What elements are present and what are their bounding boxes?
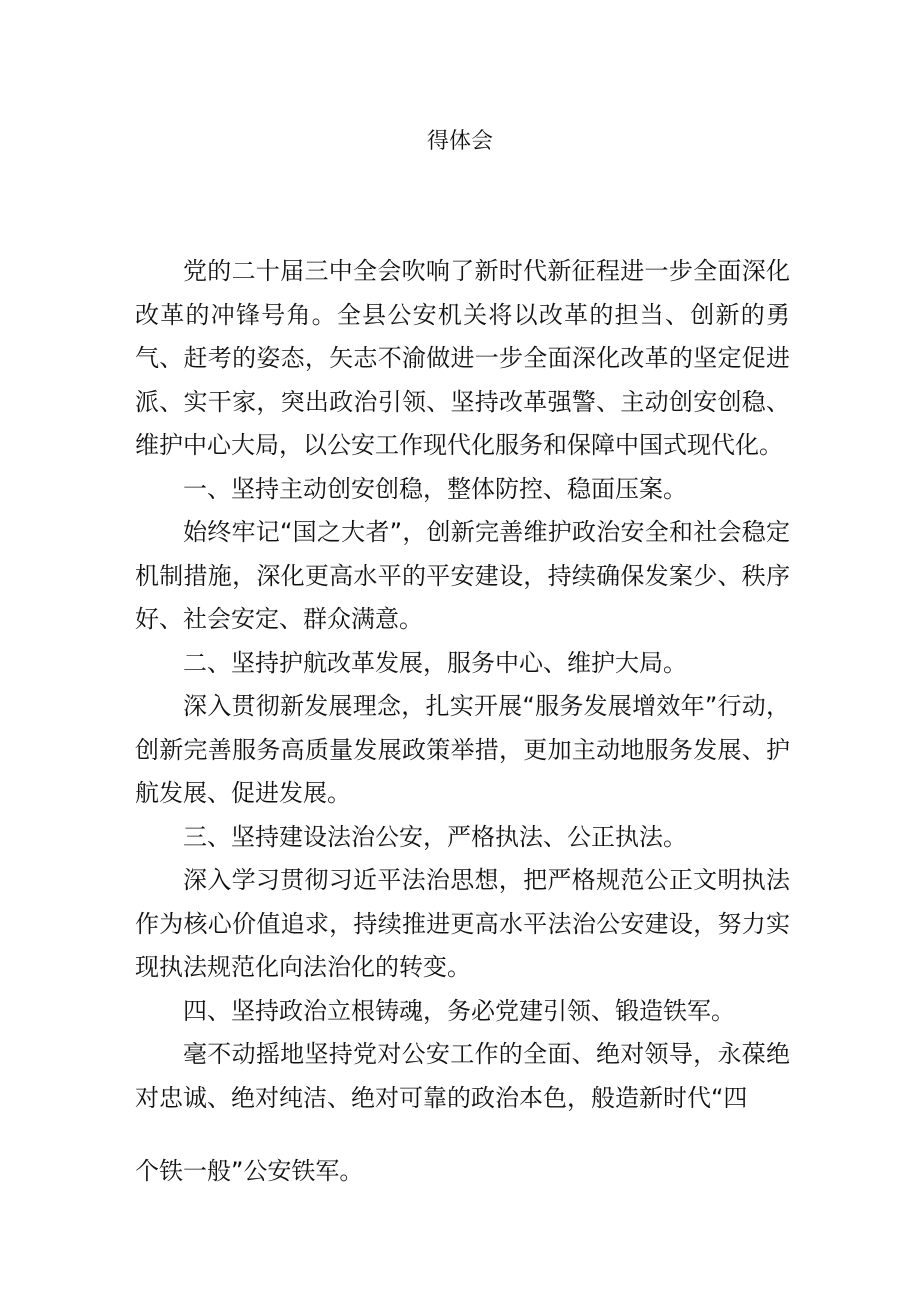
section-heading-3: 三、坚持建设法治公安，严格执法、公正执法。 [183,822,687,851]
section-heading-4: 四、坚持政治立根铸魂，务必党建引领、锻造铁军。 [183,996,735,1025]
section-heading-2: 二、坚持护航改革发展，服务中心、维护大局。 [183,648,687,677]
section-heading-1: 一、坚持主动创安创稳，整体防控、稳面压案。 [183,474,687,503]
document-title: 得体会 [426,129,493,154]
paragraph-intro: 党的二十届三中全会吹响了新时代新征程进一步全面深化改革的冲锋号角。全县公安机关将以改革的担当、创新的勇气、赶考的姿态，矢志不渝做进一步全面深化改革的坚定促进派、实干家，突出政治引领、坚持改革强警、主动创安创稳、维护中心大局，以公安工作现代化服务和保障中国式现代化。 [135,257,790,459]
paragraph-section-4: 毫不动摇地坚持党对公安工作的全面、绝对领导，永葆绝对忠诚、绝对纯洁、绝对可靠的政治本色，般造新时代“四 [135,1040,790,1112]
paragraph-tail: 个铁一般”公安铁军。 [135,1157,364,1185]
paragraph-section-3: 深入学习贯彻习近平法治思想，把严格规范公正文明执法作为核心价值追求，持续推进更高水平法治公安建设，努力实现执法规范化向法治化的转变。 [135,866,790,981]
paragraph-section-1: 始终牢记“国之大者”，创新完善维护政治安全和社会稳定机制措施，深化更高水平的平安建设，持续确保发案少、秩序好、社会安定、群众满意。 [135,518,790,633]
document-body [135,250,790,1194]
paragraph-section-2: 深入贯彻新发展理念，扎实开展“服务发展增效年”行动，创新完善服务高质量发展政策举措，更加主动地服务发展、护航发展、促进发展。 [135,692,790,807]
